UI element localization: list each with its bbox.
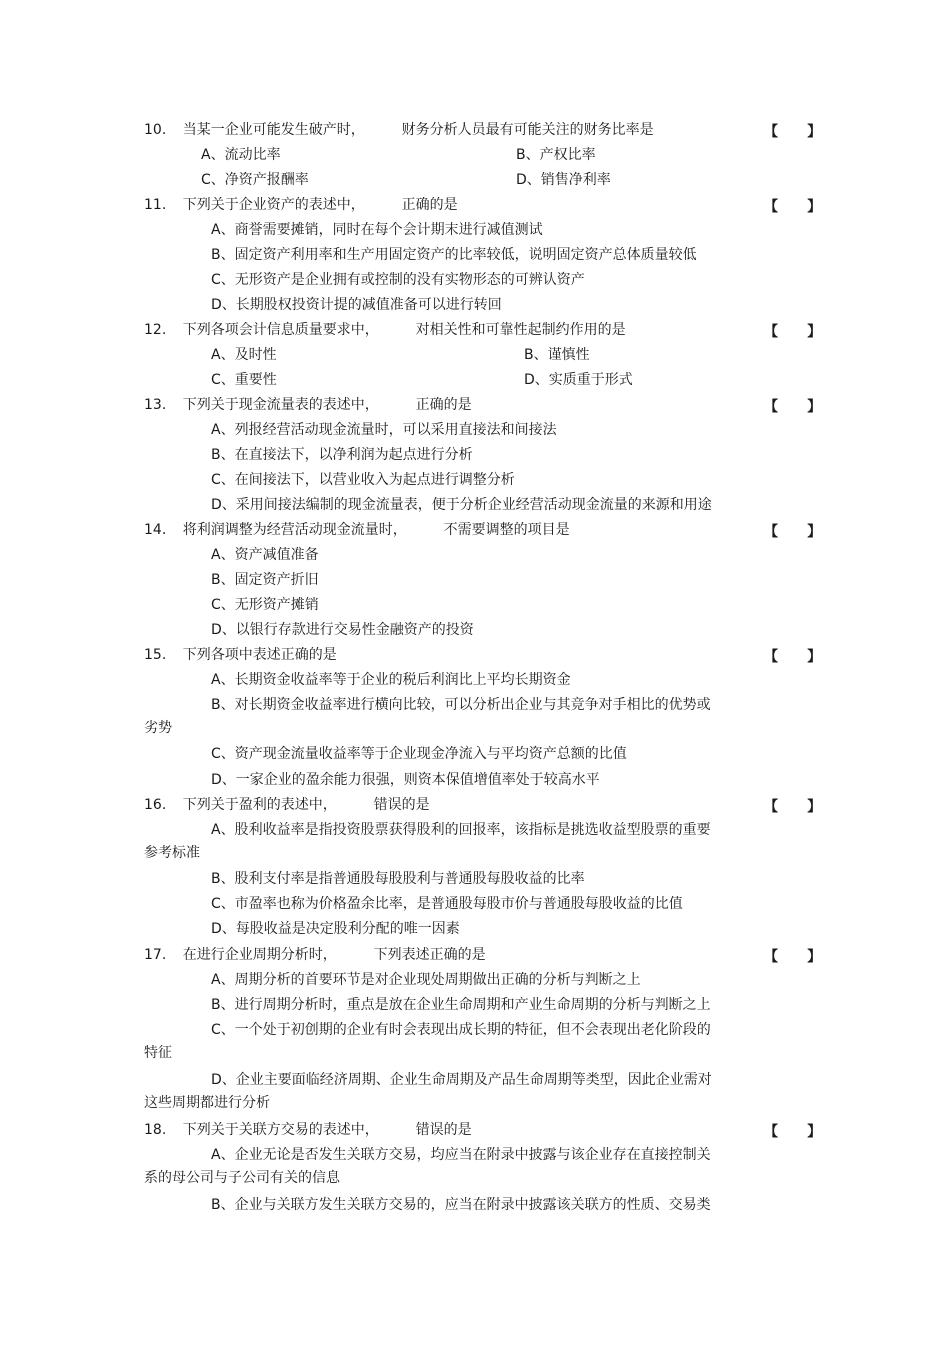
question-stem-part2: 财务分析人员最有可能关注的财务比率是 <box>401 122 654 138</box>
option-c: C、重要性 <box>211 372 277 388</box>
question-stem-part2: 对相关性和可靠性起制约作用的是 <box>415 322 626 338</box>
answer-bracket[interactable]: 【 】 <box>764 324 822 340</box>
question-stem-part1: 下列关于现金流量表的表述中， <box>182 397 379 413</box>
question-stem-part1: 在进行企业周期分析时， <box>182 947 337 963</box>
answer-bracket[interactable]: 【 】 <box>764 199 822 215</box>
option-c: C、市盈率也称为价格盈余比率，是普通股每股市价与普通股每股收益的比值 <box>211 896 683 912</box>
option-a: A、商誉需要摊销，同时在每个会计期末进行减值测试 <box>211 222 543 238</box>
option-a: A、长期资金收益率等于企业的税后利润比上平均长期资金 <box>211 672 571 688</box>
option-d: D、长期股权投资计提的减值准备可以进行转回 <box>211 297 502 313</box>
question-11-stem <box>144 196 458 214</box>
question-18-stem <box>144 1121 472 1139</box>
question-stem-part2: 正确的是 <box>415 397 472 413</box>
answer-bracket[interactable]: 【 】 <box>764 949 822 965</box>
question-number: 14. <box>144 522 167 538</box>
question-number: 13. <box>144 397 167 413</box>
option-d: D、实质重于形式 <box>524 372 633 388</box>
option-d-continued: 这些周期都进行分析 <box>144 1095 270 1111</box>
question-stem-part2: 错误的是 <box>373 797 430 813</box>
question-stem-part1: 下列关于企业资产的表述中， <box>182 197 365 213</box>
option-d: D、企业主要面临经济周期、企业生命周期及产品生命周期等类型，因此企业需对 <box>211 1072 712 1088</box>
option-d: D、销售净利率 <box>516 172 611 188</box>
question-number: 11. <box>144 197 167 213</box>
question-17-stem <box>144 946 486 964</box>
option-c: C、净资产报酬率 <box>201 172 309 188</box>
option-c: C、一个处于初创期的企业有时会表现出成长期的特征，但不会表现出老化阶段的 <box>211 1022 711 1038</box>
question-number: 15. <box>144 647 167 663</box>
answer-bracket[interactable]: 【 】 <box>764 799 822 815</box>
answer-bracket[interactable]: 【 】 <box>764 399 822 415</box>
question-stem-part2: 下列表述正确的是 <box>373 947 486 963</box>
question-number: 10. <box>144 122 167 138</box>
question-stem-part1: 下列各项会计信息质量要求中， <box>182 322 379 338</box>
option-d: D、一家企业的盈余能力很强，则资本保值增值率处于较高水平 <box>211 772 600 788</box>
option-b: B、固定资产利用率和生产用固定资产的比率较低，说明固定资产总体质量较低 <box>211 247 697 263</box>
option-a: A、企业无论是否发生关联方交易，均应当在附录中披露与该企业存在直接控制关 <box>211 1147 711 1163</box>
question-12-stem <box>144 321 626 339</box>
question-number: 16. <box>144 797 167 813</box>
question-stem-part1: 将利润调整为经营活动现金流量时， <box>182 522 407 538</box>
option-b: B、企业与关联方发生关联方交易的，应当在附录中披露该关联方的性质、交易类 <box>211 1197 711 1213</box>
option-d: D、以银行存款进行交易性金融资产的投资 <box>211 622 474 638</box>
option-a: A、资产减值准备 <box>211 547 319 563</box>
option-b: B、产权比率 <box>516 147 596 163</box>
option-c: C、资产现金流量收益率等于企业现金净流入与平均资产总额的比值 <box>211 746 627 762</box>
option-b: B、对长期资金收益率进行横向比较，可以分析出企业与其竞争对手相比的优势或 <box>211 697 711 713</box>
option-c-continued: 特征 <box>144 1045 172 1061</box>
option-a: A、周期分析的首要环节是对企业现处周期做出正确的分析与判断之上 <box>211 972 641 988</box>
question-number: 12. <box>144 322 167 338</box>
option-a: A、及时性 <box>211 347 277 363</box>
question-stem-part2: 正确的是 <box>401 197 458 213</box>
question-stem-part2: 错误的是 <box>415 1122 472 1138</box>
question-stem-part1: 下列关于盈利的表述中， <box>182 797 337 813</box>
option-a: A、流动比率 <box>201 147 281 163</box>
option-c: C、在间接法下，以营业收入为起点进行调整分析 <box>211 472 515 488</box>
option-b: B、固定资产折旧 <box>211 572 319 588</box>
option-b: B、谨慎性 <box>524 347 590 363</box>
question-stem-part1: 下列关于关联方交易的表述中， <box>182 1122 379 1138</box>
question-number: 17. <box>144 947 167 963</box>
answer-bracket[interactable]: 【 】 <box>764 524 822 540</box>
answer-bracket[interactable]: 【 】 <box>764 1124 822 1140</box>
option-a: A、股利收益率是指投资股票获得股利的回报率，该指标是挑选收益型股票的重要 <box>211 822 711 838</box>
answer-bracket[interactable]: 【 】 <box>764 649 822 665</box>
option-a-continued: 系的母公司与子公司有关的信息 <box>144 1170 340 1186</box>
option-a-continued: 参考标准 <box>144 845 200 861</box>
option-a: A、列报经营活动现金流量时，可以采用直接法和间接法 <box>211 422 557 438</box>
option-d: D、每股收益是决定股利分配的唯一因素 <box>211 921 460 937</box>
question-stem-part2: 不需要调整的项目是 <box>443 522 570 538</box>
question-stem-part1: 当某一企业可能发生破产时， <box>182 122 365 138</box>
question-10-stem <box>144 121 654 139</box>
option-b-continued: 劣势 <box>144 720 172 736</box>
question-stem-part1: 下列各项中表述正确的是 <box>182 647 337 663</box>
option-b: B、股利支付率是指普通股每股股利与普通股每股收益的比率 <box>211 871 585 887</box>
answer-bracket[interactable]: 【 】 <box>764 124 822 140</box>
question-14-stem <box>144 521 570 539</box>
question-15-stem <box>144 646 337 664</box>
option-c: C、无形资产是企业拥有或控制的没有实物形态的可辨认资产 <box>211 272 585 288</box>
option-d: D、采用间接法编制的现金流量表，便于分析企业经营活动现金流量的来源和用途 <box>211 497 712 513</box>
option-b: B、进行周期分析时，重点是放在企业生命周期和产业生命周期的分析与判断之上 <box>211 997 711 1013</box>
option-c: C、无形资产摊销 <box>211 597 319 613</box>
question-number: 18. <box>144 1122 167 1138</box>
option-b: B、在直接法下，以净利润为起点进行分析 <box>211 447 473 463</box>
question-13-stem <box>144 396 472 414</box>
question-16-stem <box>144 796 430 814</box>
